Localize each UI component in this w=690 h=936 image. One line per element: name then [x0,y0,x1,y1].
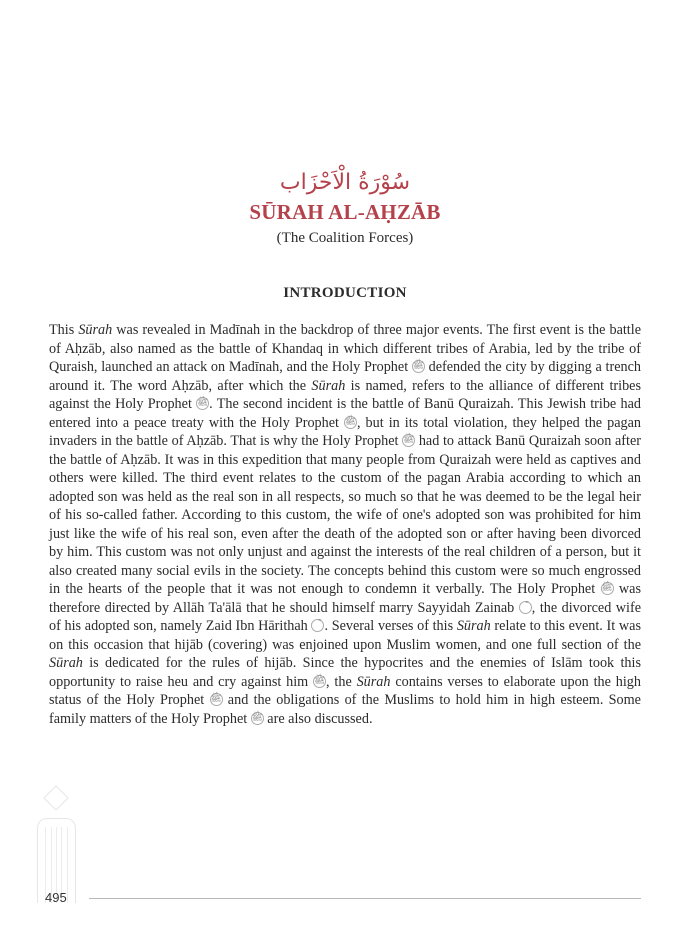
text-run: , but in its total violation, they helped the pagan invaders in the battle of Aḥzāb. That is why the Holy Prophet [49,414,641,449]
arabic-surah-title: سُوْرَةُ الْاَحْزَاب [279,170,411,195]
salutation-icon: ﷺ [412,361,424,372]
text-run: defended the city by digging a trench around it. The word Aḥzāb, after which the [49,359,641,394]
salutation-icon: ﷺ [403,435,415,446]
surah-subtitle: (The Coalition Forces) [276,230,414,246]
italic-term: Sūrah [356,673,391,690]
text-run: was therefore directed by Allāh Ta'ālā that he should himself marry Sayyidah Zainab [49,581,641,616]
text-run: are also discussed. [263,710,373,727]
salutation-icon: ﷺ [210,694,222,705]
footer-divider [89,898,641,899]
text-run: , the divorced wife of his adopted son, namely Zaid Ibn Hārithah [49,599,641,634]
italic-term: Sūrah [49,655,83,671]
text-run: was revealed in Madīnah in the backdrop of three major events. The first event is the battle of Aḥzāb, also named as the battle of Khandaq in which different tribes of Arabia, led by the tribe of Quraish, launched an attack on Madīnah, and the Holy Prophet [49,322,641,375]
italic-term: Sūrah [311,377,346,394]
italic-term: Sūrah [456,618,491,634]
radiyallahu-icon [519,601,532,614]
section-heading: INTRODUCTION [283,285,407,301]
text-run: is dedicated for the rules of hijāb. Since the hypocrites and the enemies of Islām took this opportunity to raise heu and cry against him [49,655,641,690]
salutation-icon: ﷺ [251,712,263,723]
introduction-paragraph [49,321,641,728]
text-run: This [49,322,79,338]
text-run: . The second incident is the battle of Banū Quraizah. This Jewish tribe had entered into a peace treaty with the Holy Prophet [49,396,641,431]
text-run: and the obligations of the Muslims to hold him in high esteem. Some family matters of the Holy Prophet [49,692,641,727]
salutation-icon: ﷺ [314,675,325,686]
text-run: contains verses to elaborate upon the high status of the Holy Prophet [49,673,641,708]
diamond-ornament-icon [43,785,68,810]
surah-title: SŪRAH AL-AḤZĀB [249,200,441,224]
text-run: is named, refers to the alliance of different tribes against the Holy Prophet [49,377,641,412]
salutation-icon: ﷺ [601,583,613,594]
radiyallahu-icon [311,619,324,632]
text-run: had to attack Banū Quraizah soon after the battle of Aḥzāb. It was in this expedition that many people from Quraizah were held as captives and others were killed. The third event relates to the custom of the pagan Arabia according to which an adopted son was held as the real son in all respects, so much so that he was deemed to be the legal heir of his so-called father. According to this custom, the wife of one's adopted son was prohibited for him just like the wife of his real son, even after the death of the adopted son or after having been divorced by him. This custom was not only unjust and against the interests of the real children of a person, but it also created many social evils in the society. The concepts behind this custom were so much engrossed in the hearts of the people that it was not enough to condemn it verbally. The Holy Prophet [49,433,641,597]
text-run: . Several verses of this [324,618,457,634]
italic-term: Sūrah [78,322,113,338]
salutation-icon: ﷺ [345,416,356,427]
page-number: 495 [45,890,67,905]
salutation-icon: ﷺ [197,398,209,409]
text-run: , the [326,673,357,690]
text-run: relate to this event. It was on this occasion that hijāb (covering) was enjoined upon Muslim women, and one full section of the [49,618,641,653]
